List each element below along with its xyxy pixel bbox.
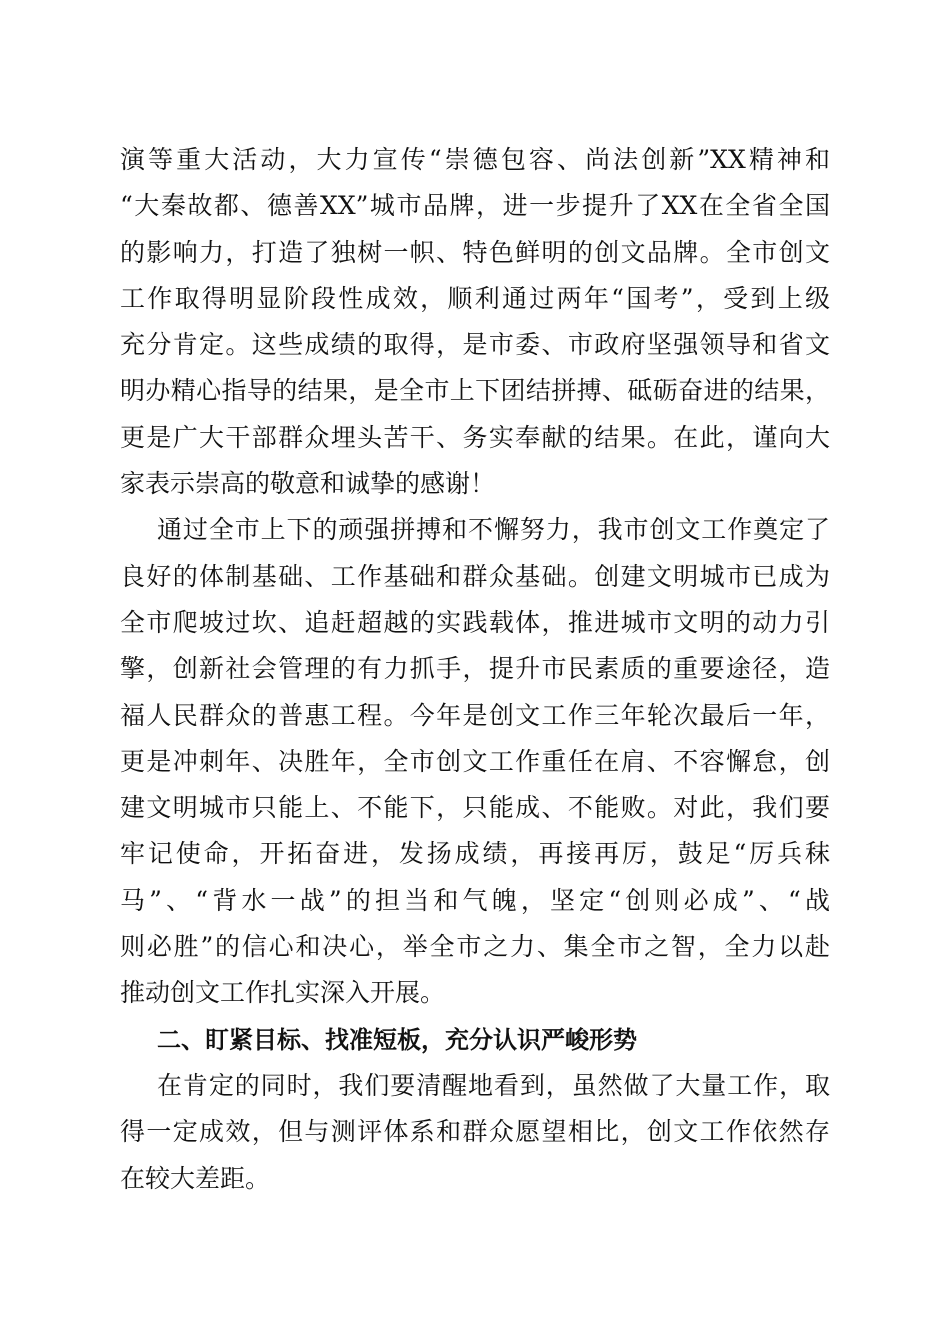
text-line: 良好的体制基础、工作基础和群众基础。创建文明城市已成为	[120, 561, 830, 591]
text-line: 推动创文工作扎实深入开展。	[120, 978, 446, 1008]
text-line: 马”、“背水一战”的担当和气魄，坚定“创则必成”、“战	[120, 885, 830, 915]
paragraph-achievements	[120, 137, 830, 507]
text-line: 在较大差距。	[120, 1163, 271, 1193]
text-line: 更是冲刺年、决胜年，全市创文工作重任在肩、不容懈怠，创	[120, 746, 830, 776]
text-line: 擎，创新社会管理的有力抓手，提升市民素质的重要途径，造	[120, 654, 830, 684]
text-line: 明办精心指导的结果，是全市上下团结拼搏、砥砺奋进的结果，	[120, 376, 830, 406]
text-line: 则必胜”的信心和决心，举全市之力、集全市之智，全力以赴	[120, 932, 830, 962]
text-line: 工作取得明显阶段性成效，顺利通过两年“国考”，受到上级	[120, 283, 830, 313]
text-line: 通过全市上下的顽强拼搏和不懈努力，我市创文工作奠定了	[157, 515, 830, 545]
paragraph-foundation	[120, 507, 830, 1016]
text-line: 家表示崇高的敬意和诚挚的感谢！	[120, 469, 496, 499]
text-line: 充分肯定。这些成绩的取得，是市委、市政府坚强领导和省文	[120, 330, 830, 360]
section-heading: 二、盯紧目标、找准短板，充分认识严峻形势	[157, 1025, 637, 1054]
text-line: 福人民群众的普惠工程。今年是创文工作三年轮次最后一年，	[120, 700, 830, 730]
text-line: 更是广大干部群众埋头苦干、务实奉献的结果。在此，谨向大	[120, 422, 830, 452]
text-line: 的影响力，打造了独树一帜、特色鲜明的创文品牌。全市创文	[120, 237, 830, 267]
text-line: 演等重大活动，大力宣传“崇德包容、尚法创新”XX精神和	[120, 145, 830, 174]
text-line: 全市爬坡过坎、追赶超越的实践载体，推进城市文明的动力引	[120, 607, 830, 637]
text-line: 牢记使命，开拓奋进，发扬成绩，再接再厉，鼓足“厉兵秣	[120, 839, 830, 869]
text-line: “大秦故都、德善XX”城市品牌，进一步提升了XX在全省全国	[120, 191, 830, 221]
text-line: 得一定成效，但与测评体系和群众愿望相比，创文工作依然存	[120, 1117, 830, 1147]
text-line: 在肯定的同时，我们要清醒地看到，虽然做了大量工作，取	[157, 1070, 830, 1100]
paragraph-gap	[120, 1063, 830, 1202]
text-line: 建文明城市只能上、不能下，只能成、不能败。对此，我们要	[120, 793, 830, 823]
document-body	[120, 137, 830, 1202]
